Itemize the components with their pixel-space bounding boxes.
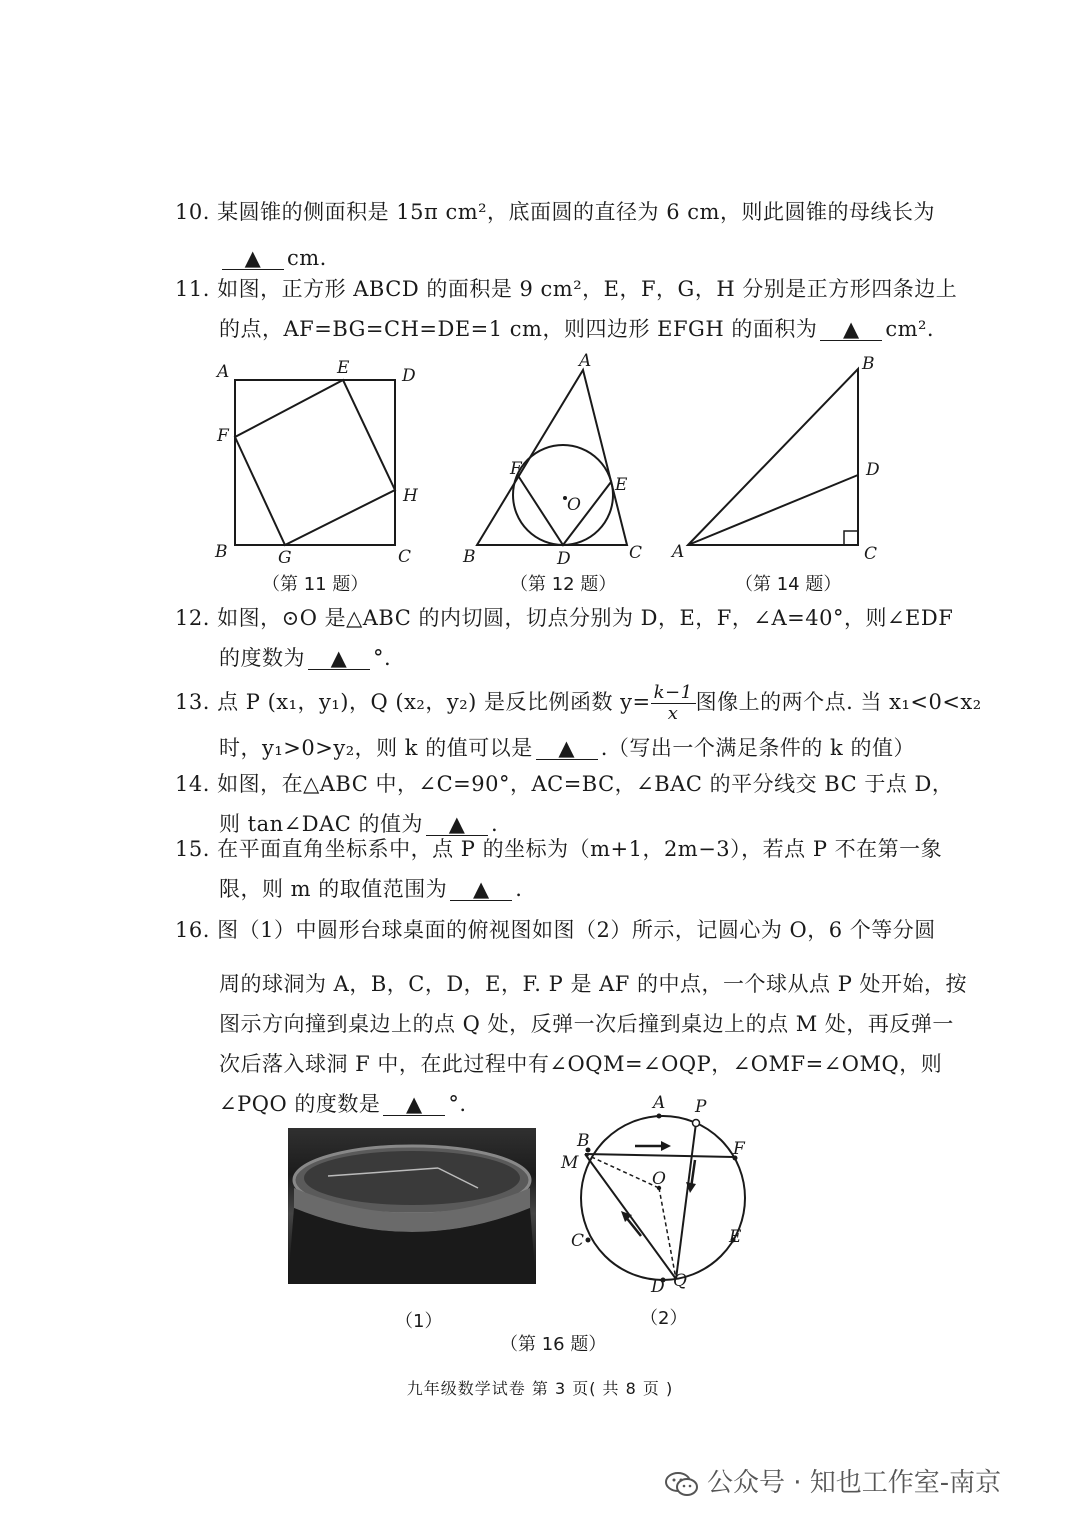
fraction bbox=[651, 683, 696, 724]
figure-16-sub1-caption: （1） bbox=[395, 1311, 443, 1332]
figure-14 bbox=[670, 355, 890, 565]
question-text: cm². bbox=[885, 317, 935, 341]
question-number: 11. bbox=[175, 277, 210, 301]
figure-12-caption: （第 12 题） bbox=[510, 574, 617, 595]
square-abcd bbox=[235, 380, 395, 545]
question-text: 周的球洞为 A，B，C，D，E，F. P 是 AF 的中点，一个球从点 P 处开始，按 bbox=[219, 972, 968, 996]
label-d: D bbox=[557, 549, 571, 569]
billiard-table-photo bbox=[288, 1128, 536, 1284]
question-text: 点 P (x₁，y₁)，Q (x₂，y₂) 是反比例函数 y= bbox=[217, 690, 651, 714]
question-number: 15. bbox=[175, 837, 210, 861]
arrow-right-head bbox=[661, 1141, 671, 1151]
label-e: E bbox=[729, 1227, 742, 1247]
quadrilateral-efgh bbox=[235, 380, 395, 545]
answer-blank: ▲ bbox=[450, 878, 512, 901]
question-number: 12. bbox=[175, 606, 210, 630]
watermark bbox=[665, 1462, 1001, 1499]
question-text: 图像上的两个点. 当 x₁<0<x₂ bbox=[695, 690, 982, 714]
question-number: 10. bbox=[175, 200, 210, 224]
page-footer: 九年级数学试卷 第 3 页( 共 8 页 ) bbox=[406, 1379, 674, 1398]
answer-blank: ▲ bbox=[536, 737, 598, 760]
question-text: 时，y₁>0>y₂，则 k 的值可以是 bbox=[219, 736, 533, 760]
question-text: . bbox=[491, 812, 499, 836]
label-c: C bbox=[571, 1231, 585, 1251]
figure-14-caption: （第 14 题） bbox=[735, 574, 842, 595]
question-text: 某圆锥的侧面积是 15π cm²，底面圆的直径为 6 cm，则此圆锥的母线长为 bbox=[217, 200, 935, 224]
figure-16-sub2-caption: （2） bbox=[640, 1308, 688, 1329]
question-text: .（写出一个满足条件的 k 的值） bbox=[600, 736, 915, 760]
question-12 bbox=[175, 598, 954, 678]
label-c: C bbox=[864, 544, 878, 564]
label-a: A bbox=[653, 1093, 666, 1113]
right-triangle-diagram bbox=[670, 355, 890, 565]
label-o: O bbox=[652, 1169, 666, 1189]
question-text: 在平面直角坐标系中，点 P 的坐标为（m+1，2m−3），若点 P 不在第一象 bbox=[217, 837, 943, 861]
question-text: 次后落入球洞 F 中，在此过程中有∠OQM=∠OQP，∠OMF=∠OMQ，则 bbox=[219, 1052, 943, 1076]
table-circle bbox=[581, 1116, 745, 1280]
dashed-oq bbox=[659, 1188, 676, 1279]
answer-blank: ▲ bbox=[383, 1093, 445, 1116]
watermark-text: 公众号 · 知也工作室-南京 bbox=[707, 1468, 1002, 1498]
label-f: F bbox=[733, 1139, 745, 1159]
label-o: O bbox=[567, 495, 581, 515]
label-b: B bbox=[862, 354, 875, 374]
question-text: 图（1）中圆形台球桌面的俯视图如图（2）所示，记圆心为 O，6 个等分圆 bbox=[217, 918, 936, 942]
figure-12 bbox=[455, 350, 655, 570]
triangle-abc bbox=[477, 370, 627, 545]
answer-blank: ▲ bbox=[308, 647, 370, 670]
pocket-a bbox=[657, 1114, 662, 1119]
question-text: 限，则 m 的取值范围为 bbox=[219, 877, 448, 901]
path-pq bbox=[676, 1123, 696, 1279]
question-text: 则 tan∠DAC 的值为 bbox=[219, 812, 424, 836]
label-c: C bbox=[398, 547, 412, 567]
fraction-denominator: x bbox=[667, 703, 679, 724]
label-e: E bbox=[337, 358, 350, 378]
label-a: A bbox=[217, 362, 230, 382]
question-15 bbox=[175, 829, 943, 909]
billiard-circle-diagram bbox=[555, 1090, 765, 1300]
label-d: D bbox=[402, 366, 416, 386]
question-text: . bbox=[515, 877, 523, 901]
label-a: A bbox=[672, 542, 685, 562]
question-10 bbox=[175, 192, 935, 278]
question-text: 图示方向撞到桌边上的点 Q 处，反弹一次后撞到桌边上的点 M 处，再反弹一 bbox=[219, 1012, 954, 1036]
figure-11 bbox=[205, 355, 435, 570]
question-11 bbox=[175, 269, 958, 349]
label-f: F bbox=[217, 426, 229, 446]
question-text: cm. bbox=[287, 246, 327, 270]
path-mf bbox=[585, 1154, 734, 1157]
triangle-abc bbox=[688, 369, 858, 545]
pocket-c bbox=[586, 1238, 591, 1243]
label-q: Q bbox=[673, 1271, 687, 1291]
figure-11-caption: （第 11 题） bbox=[262, 574, 369, 595]
question-number: 13. bbox=[175, 690, 210, 714]
question-text: ∠PQO 的度数是 bbox=[219, 1092, 381, 1116]
photo-illustration bbox=[288, 1128, 536, 1284]
incircle bbox=[513, 445, 613, 545]
label-e: E bbox=[615, 475, 628, 495]
label-d: D bbox=[866, 460, 880, 480]
question-number: 16. bbox=[175, 918, 210, 942]
question-text: 的点，AF=BG=CH=DE=1 cm，则四边形 EFGH 的面积为 bbox=[219, 317, 818, 341]
question-text: 如图，在△ABC 中，∠C=90°，AC=BC，∠BAC 的平分线交 BC 于点 D， bbox=[217, 772, 954, 796]
label-c: C bbox=[629, 543, 643, 563]
question-text: 如图，正方形 ABCD 的面积是 9 cm²，E，F，G，H 分别是正方形四条边上 bbox=[217, 277, 958, 301]
label-d: D bbox=[651, 1277, 665, 1297]
label-g: G bbox=[278, 548, 292, 568]
incircle-diagram bbox=[455, 350, 655, 570]
label-m: M bbox=[561, 1153, 579, 1173]
fraction-numerator: k−1 bbox=[651, 683, 696, 704]
question-text: 的度数为 bbox=[219, 646, 305, 670]
label-a: A bbox=[579, 351, 592, 371]
question-text: °. bbox=[448, 1092, 467, 1116]
square-diagram bbox=[205, 355, 435, 570]
label-p: P bbox=[695, 1097, 707, 1117]
right-angle-mark bbox=[844, 531, 858, 545]
question-text: 如图，⊙O 是△ABC 的内切圆，切点分别为 D，E，F，∠A=40°，则∠EDF bbox=[217, 606, 954, 630]
wechat-icon bbox=[665, 1471, 699, 1497]
answer-blank: ▲ bbox=[426, 813, 488, 836]
label-b: B bbox=[215, 542, 228, 562]
question-text: °. bbox=[373, 646, 392, 670]
answer-blank: ▲ bbox=[820, 318, 882, 341]
label-b: B bbox=[463, 547, 476, 567]
question-number: 14. bbox=[175, 772, 210, 796]
point-p bbox=[693, 1120, 700, 1127]
figure-16-diagram bbox=[555, 1090, 765, 1300]
label-f: F bbox=[510, 459, 522, 479]
question-13 bbox=[175, 682, 982, 768]
bisector-ad bbox=[688, 475, 858, 545]
label-h: H bbox=[403, 486, 418, 506]
answer-blank: ▲ bbox=[222, 247, 284, 270]
label-b: B bbox=[577, 1131, 590, 1151]
figure-16-caption: （第 16 题） bbox=[500, 1334, 607, 1355]
dashed-om bbox=[585, 1154, 659, 1188]
